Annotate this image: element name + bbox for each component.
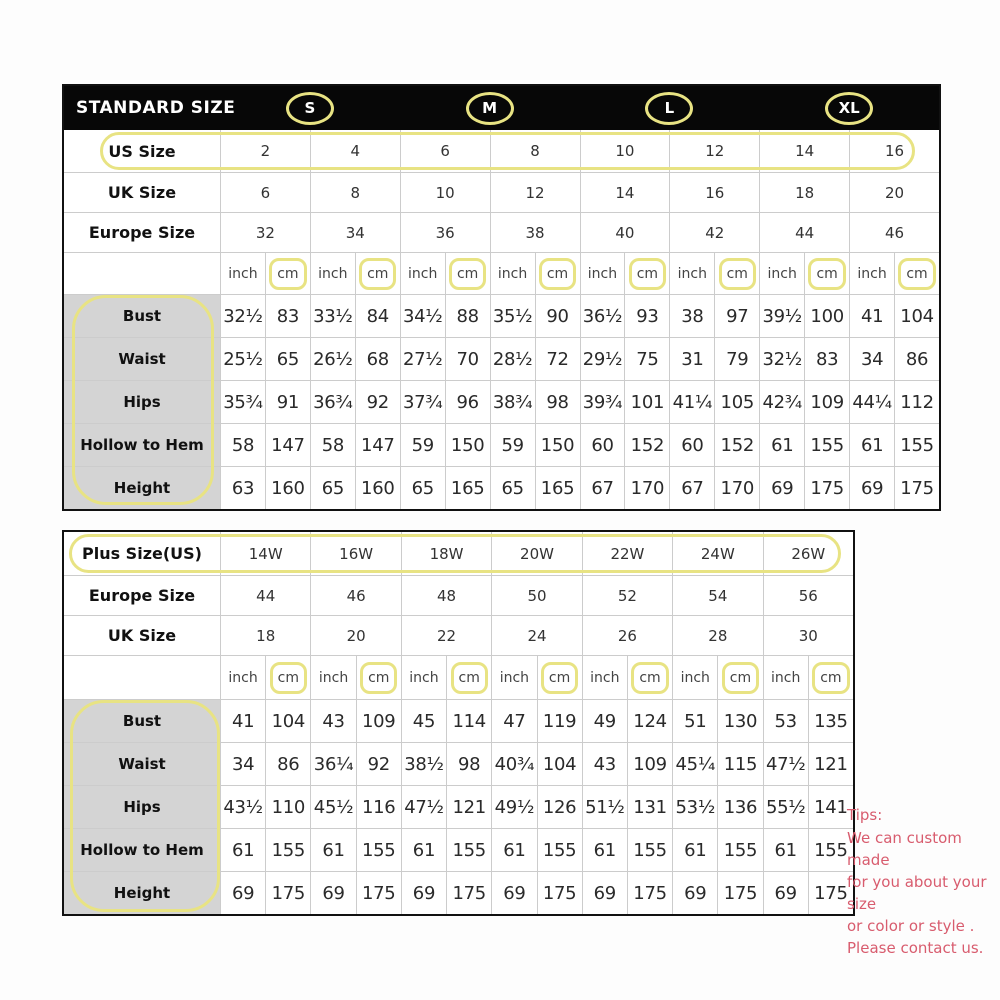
measurement-value-cell: 135 [808, 700, 853, 742]
cm-highlight-annotation: cm [629, 258, 666, 290]
measurement-value-cell: 121 [808, 743, 853, 785]
size-group-slot [400, 86, 580, 130]
size-value-cell: 34 [310, 213, 400, 252]
measurement-value-cell: 61 [491, 829, 536, 871]
measurement-value-cell: 110 [265, 786, 310, 828]
measurement-value-cell: 61 [582, 829, 627, 871]
size-row-europe-size [64, 575, 853, 615]
size-value-cell: 16 [849, 130, 939, 172]
cm-unit-cell [624, 253, 669, 294]
measurement-value-cell: 152 [714, 424, 759, 466]
measurement-value-cell: 69 [763, 872, 808, 914]
size-value-cell: 40 [580, 213, 670, 252]
measurement-value-cell: 40¾ [491, 743, 536, 785]
measurement-value-cell: 35¾ [220, 381, 265, 423]
row-label-hips: Hips [64, 786, 220, 828]
measurement-value-cell: 61 [763, 829, 808, 871]
plus-size-table [62, 530, 855, 916]
measurement-value-cell: 160 [355, 467, 400, 509]
row-label-waist: Waist [64, 743, 220, 785]
measurement-value-cell: 79 [714, 338, 759, 380]
inch-unit-label: inch [401, 656, 446, 699]
size-value-cell: 14 [759, 130, 849, 172]
measurement-row-height [64, 466, 939, 509]
measurement-value-cell: 75 [624, 338, 669, 380]
measurement-value-cell: 65 [490, 467, 535, 509]
plus-size-body [64, 532, 853, 914]
measurement-value-cell: 59 [490, 424, 535, 466]
cm-highlight-annotation: cm [269, 258, 306, 290]
measurement-value-cell: 112 [894, 381, 939, 423]
measurement-value-cell: 60 [580, 424, 625, 466]
measurement-value-cell: 60 [669, 424, 714, 466]
measurement-value-cell: 155 [537, 829, 582, 871]
measurement-value-cell: 45¼ [672, 743, 717, 785]
measurement-value-cell: 61 [759, 424, 804, 466]
measurement-row-bust [64, 294, 939, 337]
measurement-row-height [64, 871, 853, 914]
size-value-cell: 6 [220, 173, 310, 212]
size-row-us-size [64, 130, 939, 172]
measurement-value-cell: 69 [672, 872, 717, 914]
measurement-value-cell: 38½ [401, 743, 446, 785]
row-label-waist: Waist [64, 338, 220, 380]
measurement-value-cell: 175 [804, 467, 849, 509]
measurement-value-cell: 61 [672, 829, 717, 871]
unit-header-row [64, 655, 853, 699]
measurement-value-cell: 69 [759, 467, 804, 509]
inch-unit-label: inch [669, 253, 714, 294]
measurement-value-cell: 86 [894, 338, 939, 380]
size-s-circle-annotation: S [286, 92, 334, 125]
tips-line: We can custom made [847, 829, 962, 869]
measurement-value-cell: 55½ [763, 786, 808, 828]
measurement-value-cell: 92 [355, 381, 400, 423]
size-m-circle-annotation: M [466, 92, 514, 125]
measurement-value-cell: 59 [400, 424, 445, 466]
measurement-value-cell: 36½ [580, 295, 625, 337]
cm-highlight-annotation: cm [360, 662, 397, 694]
size-value-cell: 16 [669, 173, 759, 212]
size-value-cell: 16W [310, 532, 400, 575]
row-label-uk-size: UK Size [107, 183, 177, 202]
measurement-row-hips [64, 380, 939, 423]
measurement-value-cell: 155 [627, 829, 672, 871]
measurement-value-cell: 43 [582, 743, 627, 785]
measurement-value-cell: 51½ [582, 786, 627, 828]
measurement-value-cell: 131 [627, 786, 672, 828]
measurement-value-cell: 47½ [763, 743, 808, 785]
measurement-value-cell: 175 [265, 872, 310, 914]
measurement-value-cell: 44¼ [849, 381, 894, 423]
size-value-cell: 42 [669, 213, 759, 252]
size-group-slot [580, 86, 760, 130]
size-value-cell: 12 [490, 173, 580, 212]
measurement-value-cell: 33½ [310, 295, 355, 337]
measurement-value-cell: 43 [310, 700, 355, 742]
measurement-value-cell: 61 [849, 424, 894, 466]
size-value-cell: 38 [490, 213, 580, 252]
measurement-value-cell: 32½ [759, 338, 804, 380]
tips-title: Tips: [847, 806, 883, 824]
measurement-value-cell: 49½ [491, 786, 536, 828]
inch-unit-label: inch [220, 253, 265, 294]
cm-unit-cell [717, 656, 762, 699]
inch-unit-label: inch [849, 253, 894, 294]
size-value-cell: 18W [401, 532, 491, 575]
size-group-slot [220, 86, 400, 130]
measurement-value-cell: 90 [535, 295, 580, 337]
measurement-value-cell: 34 [220, 743, 265, 785]
standard-size-header [64, 86, 939, 130]
measurement-value-cell: 165 [445, 467, 490, 509]
inch-unit-label: inch [580, 253, 625, 294]
measurement-value-cell: 155 [894, 424, 939, 466]
measurement-value-cell: 69 [401, 872, 446, 914]
measurement-value-cell: 39¾ [580, 381, 625, 423]
measurement-value-cell: 175 [537, 872, 582, 914]
measurement-value-cell: 175 [894, 467, 939, 509]
measurement-value-cell: 91 [265, 381, 310, 423]
size-row-uk-size [64, 172, 939, 212]
tips-line: for you about your size [847, 873, 987, 913]
row-label-hollow-to-hem: Hollow to Hem [64, 829, 220, 871]
size-value-cell: 22 [401, 616, 491, 655]
measurement-value-cell: 38¾ [490, 381, 535, 423]
size-group-slot [759, 86, 939, 130]
size-value-cell: 20 [310, 616, 400, 655]
cm-unit-cell [265, 253, 310, 294]
size-row-plus-size-us [64, 532, 853, 575]
size-value-cell: 10 [580, 130, 670, 172]
measurement-value-cell: 45 [401, 700, 446, 742]
measurement-value-cell: 28½ [490, 338, 535, 380]
measurement-value-cell: 115 [717, 743, 762, 785]
size-value-cell: 4 [310, 130, 400, 172]
measurement-value-cell: 27½ [400, 338, 445, 380]
measurement-value-cell: 97 [714, 295, 759, 337]
size-group-badges [220, 86, 939, 130]
measurement-value-cell: 136 [717, 786, 762, 828]
size-value-cell: 26W [763, 532, 853, 575]
measurement-value-cell: 147 [355, 424, 400, 466]
measurement-value-cell: 25½ [220, 338, 265, 380]
measurement-value-cell: 109 [356, 700, 401, 742]
inch-unit-label: inch [759, 253, 804, 294]
size-value-cell: 22W [582, 532, 672, 575]
tips-line: Please contact us. [847, 939, 984, 957]
measurement-value-cell: 72 [535, 338, 580, 380]
measurement-value-cell: 155 [717, 829, 762, 871]
measurement-value-cell: 51 [672, 700, 717, 742]
measurement-value-cell: 69 [220, 872, 265, 914]
measurement-value-cell: 160 [265, 467, 310, 509]
size-value-cell: 2 [220, 130, 310, 172]
cm-highlight-annotation: cm [631, 662, 668, 694]
row-label-hollow-to-hem: Hollow to Hem [64, 424, 220, 466]
size-value-cell: 12 [669, 130, 759, 172]
measurement-value-cell: 38 [669, 295, 714, 337]
measurement-value-cell: 175 [446, 872, 491, 914]
measurement-value-cell: 130 [717, 700, 762, 742]
row-label-bust: Bust [64, 295, 220, 337]
cm-highlight-annotation: cm [812, 662, 849, 694]
size-value-cell: 36 [400, 213, 490, 252]
measurement-value-cell: 175 [717, 872, 762, 914]
measurement-value-cell: 58 [310, 424, 355, 466]
tips-line: or color or style . [847, 917, 975, 935]
measurement-value-cell: 155 [446, 829, 491, 871]
measurement-value-cell: 63 [220, 467, 265, 509]
measurement-value-cell: 61 [401, 829, 446, 871]
size-value-cell: 6 [400, 130, 490, 172]
size-row-europe-size [64, 212, 939, 252]
size-value-cell: 54 [672, 576, 762, 615]
measurement-value-cell: 124 [627, 700, 672, 742]
size-value-cell: 8 [310, 173, 400, 212]
measurement-value-cell: 47½ [401, 786, 446, 828]
size-value-cell: 14 [580, 173, 670, 212]
inch-unit-label: inch [763, 656, 808, 699]
cm-unit-cell [894, 253, 939, 294]
row-label-uk-size: UK Size [107, 626, 177, 645]
measurement-value-cell: 53½ [672, 786, 717, 828]
measurement-value-cell: 67 [669, 467, 714, 509]
measurement-value-cell: 39½ [759, 295, 804, 337]
measurement-value-cell: 155 [804, 424, 849, 466]
measurement-value-cell: 88 [445, 295, 490, 337]
size-value-cell: 18 [220, 616, 310, 655]
measurement-value-cell: 61 [220, 829, 265, 871]
measurement-value-cell: 45½ [310, 786, 355, 828]
unit-row-empty-cell [64, 656, 220, 699]
inch-unit-label: inch [310, 253, 355, 294]
inch-unit-label: inch [491, 656, 536, 699]
size-value-cell: 18 [759, 173, 849, 212]
size-value-cell: 56 [763, 576, 853, 615]
measurement-value-cell: 83 [265, 295, 310, 337]
measurement-value-cell: 105 [714, 381, 759, 423]
cm-unit-cell [627, 656, 672, 699]
size-value-cell: 46 [310, 576, 400, 615]
measurement-row-waist [64, 742, 853, 785]
inch-unit-label: inch [310, 656, 355, 699]
measurement-value-cell: 70 [445, 338, 490, 380]
measurement-value-cell: 92 [356, 743, 401, 785]
measurement-value-cell: 104 [265, 700, 310, 742]
measurement-value-cell: 84 [355, 295, 400, 337]
cm-unit-cell [446, 656, 491, 699]
measurement-value-cell: 170 [714, 467, 759, 509]
measurement-value-cell: 170 [624, 467, 669, 509]
inch-unit-label: inch [582, 656, 627, 699]
measurement-value-cell: 175 [627, 872, 672, 914]
measurement-value-cell: 109 [627, 743, 672, 785]
size-value-cell: 28 [672, 616, 762, 655]
cm-unit-cell [537, 656, 582, 699]
measurement-value-cell: 42¾ [759, 381, 804, 423]
cm-highlight-annotation: cm [359, 258, 396, 290]
measurement-value-cell: 69 [849, 467, 894, 509]
standard-size-body [64, 130, 939, 509]
inch-unit-label: inch [672, 656, 717, 699]
size-value-cell: 30 [763, 616, 853, 655]
measurement-value-cell: 35½ [490, 295, 535, 337]
row-label-height: Height [64, 872, 220, 914]
measurement-value-cell: 175 [356, 872, 401, 914]
measurement-value-cell: 68 [355, 338, 400, 380]
measurement-value-cell: 34 [849, 338, 894, 380]
measurement-value-cell: 155 [356, 829, 401, 871]
measurement-value-cell: 37¾ [400, 381, 445, 423]
row-label-hips: Hips [64, 381, 220, 423]
measurement-value-cell: 147 [265, 424, 310, 466]
cm-unit-cell [356, 656, 401, 699]
measurement-value-cell: 165 [535, 467, 580, 509]
measurement-row-waist [64, 337, 939, 380]
measurement-value-cell: 61 [310, 829, 355, 871]
size-value-cell: 24W [672, 532, 762, 575]
measurement-value-cell: 41¼ [669, 381, 714, 423]
cm-unit-cell [535, 253, 580, 294]
size-value-cell: 20W [491, 532, 581, 575]
row-label-height: Height [64, 467, 220, 509]
measurement-value-cell: 100 [804, 295, 849, 337]
measurement-value-cell: 150 [535, 424, 580, 466]
cm-unit-cell [714, 253, 759, 294]
standard-size-title: STANDARD SIZE [76, 98, 236, 118]
measurement-value-cell: 34½ [400, 295, 445, 337]
measurement-value-cell: 65 [265, 338, 310, 380]
cm-unit-cell [804, 253, 849, 294]
measurement-value-cell: 83 [804, 338, 849, 380]
size-value-cell: 50 [491, 576, 581, 615]
measurement-value-cell: 155 [265, 829, 310, 871]
cm-highlight-annotation: cm [541, 662, 578, 694]
cm-unit-cell [808, 656, 853, 699]
row-label-plus-size-us: Plus Size(US) [81, 544, 202, 563]
cm-unit-cell [265, 656, 310, 699]
measurement-value-cell: 67 [580, 467, 625, 509]
measurement-value-cell: 155 [808, 829, 853, 871]
measurement-value-cell: 96 [445, 381, 490, 423]
measurement-value-cell: 69 [491, 872, 536, 914]
measurement-value-cell: 29½ [580, 338, 625, 380]
standard-size-table [62, 84, 941, 511]
size-value-cell: 10 [400, 173, 490, 212]
unit-row-empty-cell [64, 253, 220, 294]
size-value-cell: 8 [490, 130, 580, 172]
measurement-value-cell: 98 [535, 381, 580, 423]
measurement-value-cell: 109 [804, 381, 849, 423]
size-value-cell: 48 [401, 576, 491, 615]
cm-highlight-annotation: cm [898, 258, 935, 290]
measurement-row-hollow-to-hem [64, 828, 853, 871]
measurement-row-hollow-to-hem [64, 423, 939, 466]
measurement-row-bust [64, 699, 853, 742]
row-label-europe-size: Europe Size [88, 586, 196, 605]
cm-unit-cell [355, 253, 400, 294]
cm-highlight-annotation: cm [719, 258, 756, 290]
row-label-us-size: US Size [108, 141, 176, 161]
cm-highlight-annotation: cm [451, 662, 488, 694]
inch-unit-label: inch [400, 253, 445, 294]
cm-highlight-annotation: cm [449, 258, 486, 290]
measurement-value-cell: 119 [537, 700, 582, 742]
measurement-value-cell: 121 [446, 786, 491, 828]
measurement-value-cell: 104 [537, 743, 582, 785]
measurement-value-cell: 43½ [220, 786, 265, 828]
measurement-value-cell: 93 [624, 295, 669, 337]
row-label-europe-size: Europe Size [88, 223, 196, 242]
measurement-value-cell: 36¼ [310, 743, 355, 785]
measurement-value-cell: 69 [310, 872, 355, 914]
measurement-value-cell: 141 [808, 786, 853, 828]
size-value-cell: 46 [849, 213, 939, 252]
size-value-cell: 44 [220, 576, 310, 615]
size-value-cell: 20 [849, 173, 939, 212]
measurement-value-cell: 36¾ [310, 381, 355, 423]
measurement-value-cell: 175 [808, 872, 853, 914]
measurement-value-cell: 114 [446, 700, 491, 742]
measurement-value-cell: 98 [446, 743, 491, 785]
measurement-value-cell: 41 [849, 295, 894, 337]
measurement-value-cell: 101 [624, 381, 669, 423]
size-value-cell: 14W [220, 532, 310, 575]
measurement-value-cell: 31 [669, 338, 714, 380]
measurement-value-cell: 150 [445, 424, 490, 466]
measurement-value-cell: 41 [220, 700, 265, 742]
measurement-value-cell: 47 [491, 700, 536, 742]
row-label-bust: Bust [64, 700, 220, 742]
measurement-value-cell: 86 [265, 743, 310, 785]
cm-highlight-annotation: cm [539, 258, 576, 290]
cm-highlight-annotation: cm [808, 258, 845, 290]
size-xl-circle-annotation: XL [825, 92, 873, 125]
measurement-value-cell: 69 [582, 872, 627, 914]
measurement-value-cell: 65 [310, 467, 355, 509]
inch-unit-label: inch [490, 253, 535, 294]
cm-highlight-annotation: cm [722, 662, 759, 694]
measurement-value-cell: 104 [894, 295, 939, 337]
measurement-value-cell: 116 [356, 786, 401, 828]
inch-unit-label: inch [220, 656, 265, 699]
measurement-value-cell: 53 [763, 700, 808, 742]
measurement-row-hips [64, 785, 853, 828]
cm-highlight-annotation: cm [270, 662, 307, 694]
measurement-value-cell: 126 [537, 786, 582, 828]
measurement-value-cell: 58 [220, 424, 265, 466]
size-value-cell: 24 [491, 616, 581, 655]
size-value-cell: 32 [220, 213, 310, 252]
size-l-circle-annotation: L [645, 92, 693, 125]
measurement-value-cell: 152 [624, 424, 669, 466]
size-value-cell: 26 [582, 616, 672, 655]
size-value-cell: 52 [582, 576, 672, 615]
size-row-uk-size [64, 615, 853, 655]
tips-note [847, 804, 997, 959]
measurement-value-cell: 49 [582, 700, 627, 742]
size-value-cell: 44 [759, 213, 849, 252]
unit-header-row [64, 252, 939, 294]
measurement-value-cell: 32½ [220, 295, 265, 337]
cm-unit-cell [445, 253, 490, 294]
measurement-value-cell: 65 [400, 467, 445, 509]
measurement-value-cell: 26½ [310, 338, 355, 380]
